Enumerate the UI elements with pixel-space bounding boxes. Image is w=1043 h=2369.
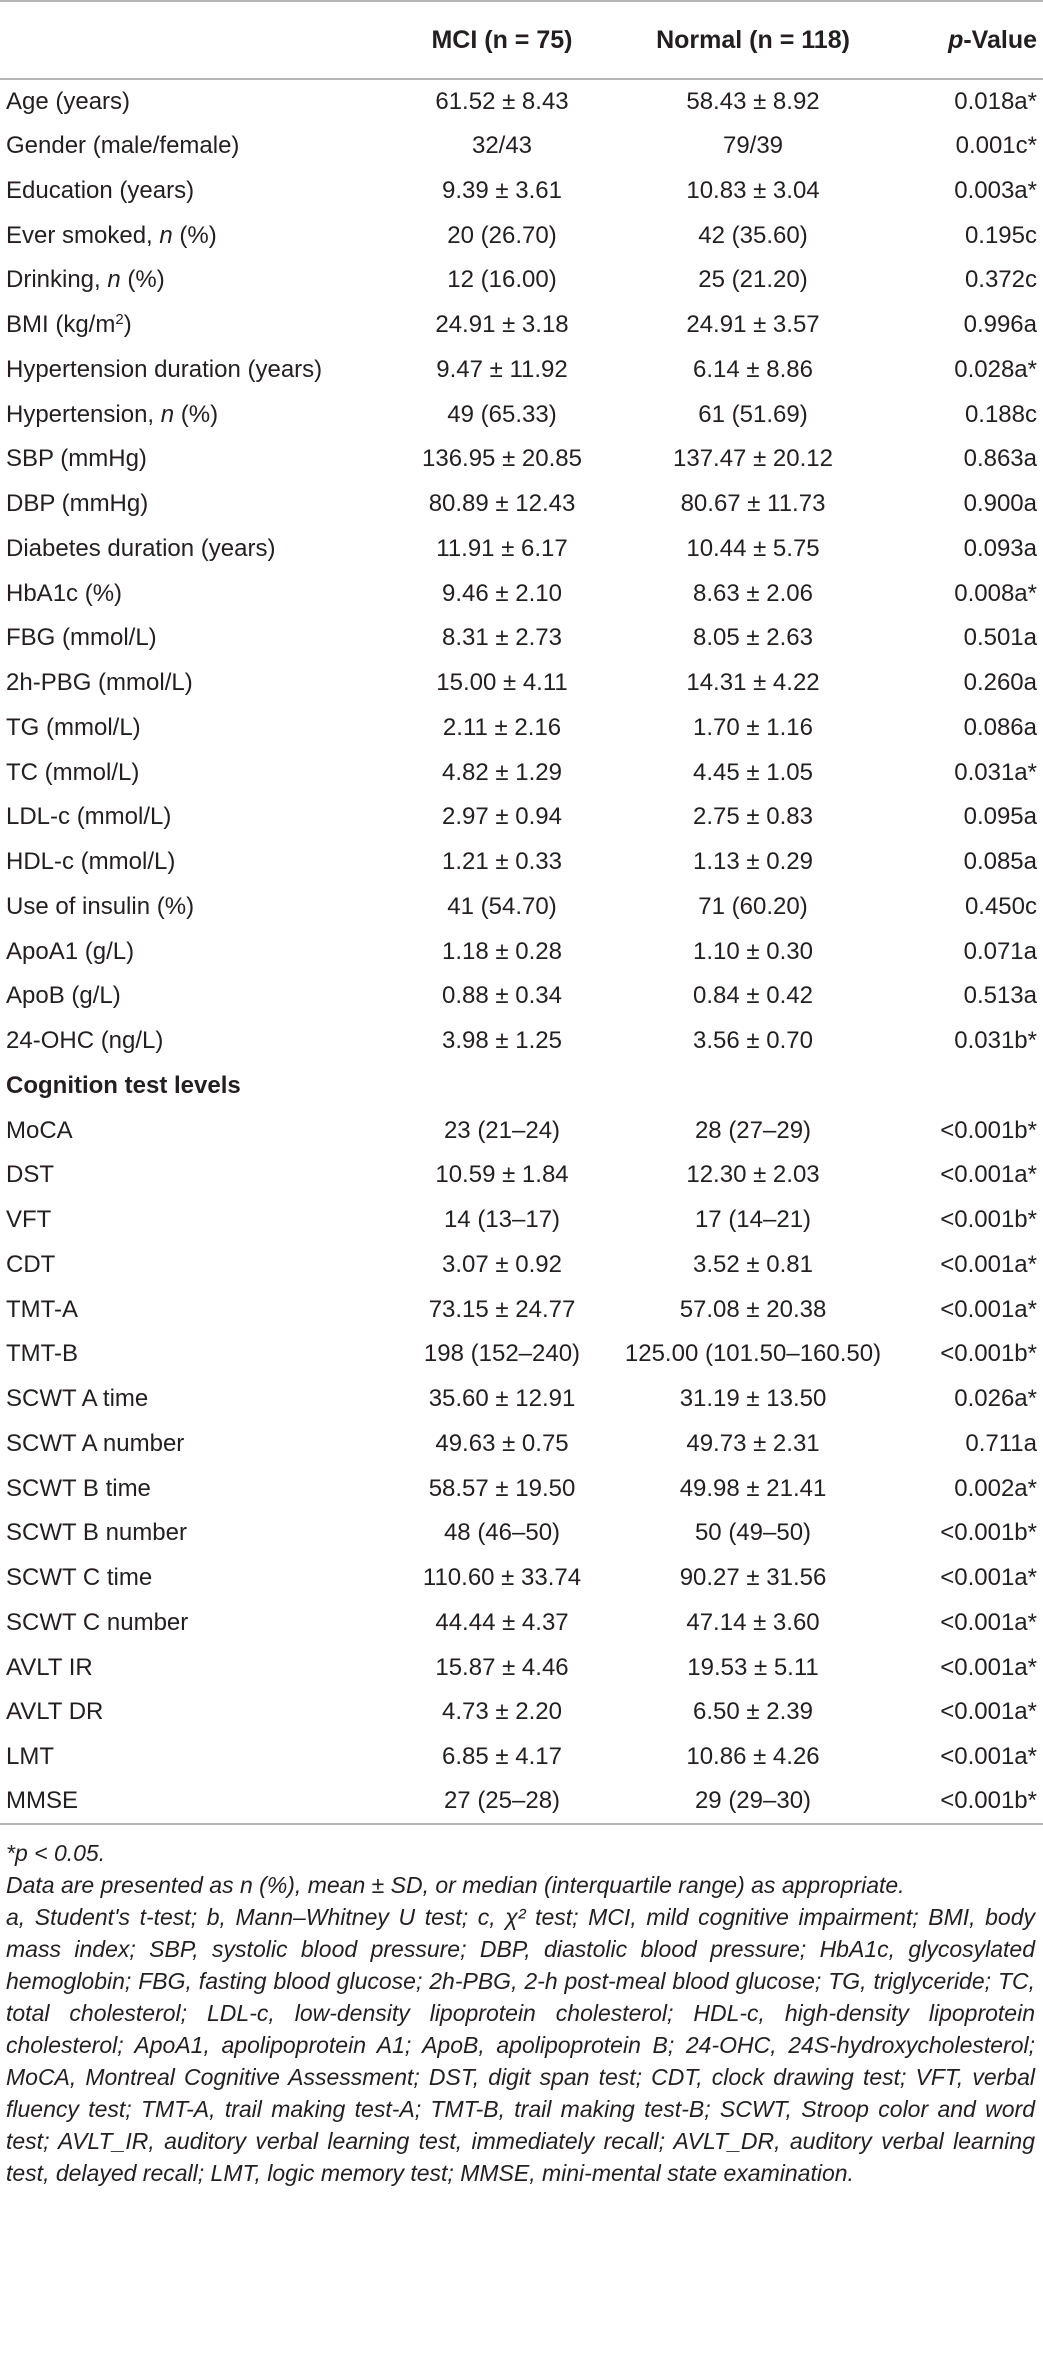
cell-normal: 2.75 ± 0.83 <box>693 803 813 831</box>
cell-p-value: 0.095a <box>963 803 1037 831</box>
cell-normal: 28 (27–29) <box>694 1116 812 1144</box>
table-row <box>0 795 1043 840</box>
cell-normal: 29 (29–30) <box>612 1780 894 1825</box>
cell-p-value: 0.450c <box>964 892 1037 920</box>
cell-normal: 0.84 ± 0.42 <box>693 982 813 1010</box>
cell-normal: 49.98 ± 21.41 <box>679 1474 827 1502</box>
cell-normal: 3.56 ± 0.70 <box>693 1027 813 1055</box>
cell-p-value: 0.195c <box>964 221 1037 249</box>
cell-p-value: 0.001c* <box>955 132 1037 160</box>
cell-mci: 44.44 ± 4.37 <box>435 1608 569 1636</box>
cell-mci: 61.52 ± 8.43 <box>435 87 569 115</box>
table-row <box>0 1287 1043 1332</box>
table-row <box>0 616 1043 661</box>
row-label: FBG (mmol/L) <box>6 624 157 652</box>
row-label: SCWT B time <box>6 1474 151 1502</box>
cell-p-value: <0.001b* <box>940 1206 1037 1234</box>
cell-normal: 12.30 ± 2.03 <box>686 1161 820 1189</box>
table-row <box>0 258 1043 303</box>
cell-normal: 57.08 ± 20.38 <box>679 1295 827 1323</box>
cell-p-value: 0.260a <box>963 669 1037 697</box>
cell-mci: 2.97 ± 0.94 <box>442 803 562 831</box>
cell-mci: 48 (46–50) <box>443 1519 561 1547</box>
header-p-letter: p <box>948 25 964 54</box>
cell-normal: 6.14 ± 8.86 <box>693 355 813 383</box>
cell-normal: 6.50 ± 2.39 <box>693 1698 813 1726</box>
table-row <box>0 1601 1043 1646</box>
cell-mci: 12 (16.00) <box>447 266 557 294</box>
cell-p-value: 0.372c <box>964 266 1037 294</box>
cell-p-value: 0.028a* <box>954 355 1037 383</box>
table-row <box>0 661 1043 706</box>
cell-normal: 80.67 ± 11.73 <box>680 490 826 518</box>
cell-p-value: <0.001a* <box>940 1161 1037 1189</box>
row-label: HDL-c (mmol/L) <box>6 848 176 876</box>
cell-mci: 1.18 ± 0.28 <box>442 937 562 965</box>
table-row <box>0 1466 1043 1511</box>
cell-normal: 3.52 ± 0.81 <box>693 1250 813 1278</box>
cell-p-value: 0.026a* <box>954 1385 1037 1413</box>
italic-n: n <box>159 221 173 249</box>
cell-p-value: 0.093a <box>963 534 1037 562</box>
table-row <box>0 1511 1043 1556</box>
row-label: DBP (mmHg) <box>6 490 149 518</box>
cell-p-value: <0.001a* <box>940 1698 1037 1726</box>
cell-mci: 80.89 ± 12.43 <box>428 490 576 518</box>
cell-mci: 20 (26.70) <box>447 221 557 249</box>
cell-p-value: 0.513a <box>963 982 1037 1010</box>
table-row <box>0 1377 1043 1422</box>
row-label: Ever smoked, n (%) <box>6 221 217 249</box>
cell-mci: 9.47 ± 11.92 <box>436 355 568 383</box>
table-row <box>0 1153 1043 1198</box>
cell-p-value: 0.188c <box>964 400 1037 428</box>
table-row <box>0 974 1043 1019</box>
cell-mci: 73.15 ± 24.77 <box>428 1295 576 1323</box>
row-label: AVLT DR <box>6 1698 104 1726</box>
header-p-value <box>894 1 1043 79</box>
cell-normal: 17 (14–21) <box>694 1206 812 1234</box>
cell-p-value: <0.001a* <box>940 1250 1037 1278</box>
cell-mci: 58.57 ± 19.50 <box>428 1474 576 1502</box>
cell-normal: 42 (35.60) <box>698 221 808 249</box>
row-label: VFT <box>6 1206 52 1234</box>
cell-mci: 49.63 ± 0.75 <box>435 1429 569 1457</box>
cell-p-value: 0.002a* <box>954 1474 1037 1502</box>
cell-p-value: <0.001a* <box>940 1564 1037 1592</box>
cell-p-value: 0.863a <box>963 445 1037 473</box>
footnote-abbreviations: a, Student's t-test; b, Mann–Whitney U test; c, χ² test; MCI, mild cognitive impairment; BMI, body mass index; SBP, systolic blood pressure; DBP, diastolic blood pressure; HbA1c, glycosylated hemoglobin; FBG, fasting blood glucose; 2h-PBG, 2-h post-meal blood glucose; TG, triglyceride; TC, total cholesterol; LDL-c, low-density lipoprotein cholesterol; HDL-c, high-density lipoprotein cholesterol; ApoA1, apolipoprotein A1; ApoB, apolipoprotein B; 24-OHC, 24S-hydroxycholesterol; MoCA, Montreal Cognitive Assessment; DST, digit span test; CDT, clock drawing test; VFT, verbal fluency test; TMT-A, trail making test-A; TMT-B, trail making test-B; SCWT, Stroop color and word test; AVLT_IR, auditory verbal learning test, immediately recall; AVLT_DR, auditory verbal learning test, delayed recall; LMT, logic memory test; MMSE, mini-mental state examination. <box>6 1904 1035 2187</box>
italic-n: n <box>107 266 121 294</box>
cell-mci: 4.73 ± 2.20 <box>442 1698 562 1726</box>
row-label: SCWT A time <box>6 1385 149 1413</box>
cell-p-value: 0.996a <box>963 311 1037 339</box>
row-label: DST <box>6 1161 54 1189</box>
cell-p-value: 0.018a* <box>954 87 1037 115</box>
cell-normal: 71 (60.20) <box>698 892 808 920</box>
header-normal-n: (n = 118) <box>749 25 850 54</box>
cell-normal: 25 (21.20) <box>698 266 808 294</box>
cell-mci: 15.87 ± 4.46 <box>435 1653 569 1681</box>
cell-mci: 32/43 <box>471 132 533 160</box>
cell-p-value: <0.001b* <box>940 1116 1037 1144</box>
cell-mci: 23 (21–24) <box>443 1116 561 1144</box>
row-label: Hypertension duration (years) <box>6 355 323 383</box>
row-label: SCWT A number <box>6 1429 185 1457</box>
cell-mci: 49 (65.33) <box>447 400 557 428</box>
table-row <box>0 303 1043 348</box>
superscript-two: 2 <box>115 311 124 329</box>
cell-mci: 3.07 ± 0.92 <box>442 1250 562 1278</box>
row-label: Diabetes duration (years) <box>6 534 276 562</box>
header-mci-label: MCI <box>431 25 478 54</box>
table-footnotes <box>0 1825 1043 2189</box>
cell-mci: 9.46 ± 2.10 <box>442 579 562 607</box>
cell-p-value: 0.031b* <box>954 1027 1037 1055</box>
row-label: MoCA <box>6 1116 73 1144</box>
cell-mci: 14 (13–17) <box>443 1206 561 1234</box>
cell-normal: 31.19 ± 13.50 <box>679 1385 827 1413</box>
section-header-row <box>0 1064 1043 1109</box>
table-row <box>0 482 1043 527</box>
row-label: TMT-A <box>6 1295 78 1323</box>
row-label: HbA1c (%) <box>6 579 123 607</box>
cell-normal: 14.31 ± 4.22 <box>686 669 820 697</box>
table-row <box>0 750 1043 795</box>
table-row <box>0 1690 1043 1735</box>
cell-mci: 24.91 ± 3.18 <box>435 311 569 339</box>
cell-mci: 8.31 ± 2.73 <box>442 624 562 652</box>
table-row <box>0 571 1043 616</box>
row-label: Education (years) <box>6 176 195 204</box>
cell-mci: 136.95 ± 20.85 <box>422 445 582 473</box>
table-row <box>0 1645 1043 1690</box>
cell-p-value: <0.001b* <box>940 1340 1037 1368</box>
cell-mci: 10.59 ± 1.84 <box>435 1161 569 1189</box>
table-row <box>0 929 1043 974</box>
cell-mci: 198 (152–240) <box>423 1340 581 1368</box>
table-row <box>0 1243 1043 1288</box>
table-row <box>0 124 1043 169</box>
row-label: Cognition test levels <box>6 1071 241 1099</box>
cell-normal: 4.45 ± 1.05 <box>693 758 813 786</box>
cell-p-value: 0.008a* <box>954 579 1037 607</box>
row-label: 24-OHC (ng/L) <box>6 1027 164 1055</box>
row-label: ApoB (g/L) <box>6 982 121 1010</box>
cell-mci: 110.60 ± 33.74 <box>422 1564 582 1592</box>
cell-normal: 79/39 <box>722 132 784 160</box>
row-label: SCWT B number <box>6 1519 187 1547</box>
cell-mci: 2.11 ± 2.16 <box>442 713 562 741</box>
cell-p-value: <0.001a* <box>940 1653 1037 1681</box>
row-label: Gender (male/female) <box>6 132 240 160</box>
row-label: CDT <box>6 1250 56 1278</box>
table-row <box>0 1332 1043 1377</box>
cell-p-value <box>894 1064 1043 1109</box>
table-row <box>0 1780 1043 1825</box>
cell-mci: 15.00 ± 4.11 <box>436 669 568 697</box>
cell-normal: 47.14 ± 3.60 <box>686 1608 820 1636</box>
row-label: LMT <box>6 1743 54 1771</box>
row-label: Age (years) <box>6 87 131 115</box>
cell-normal <box>612 1064 894 1109</box>
table-row <box>0 437 1043 482</box>
table-row <box>0 79 1043 124</box>
cell-p-value: <0.001b* <box>940 1519 1037 1547</box>
table-row <box>0 169 1043 214</box>
table-row <box>0 1422 1043 1467</box>
cell-p-value: 0.501a <box>963 624 1037 652</box>
cell-mci: 3.98 ± 1.25 <box>442 1027 562 1055</box>
cell-mci: 35.60 ± 12.91 <box>428 1385 576 1413</box>
cell-mci: 0.88 ± 0.34 <box>442 982 562 1010</box>
row-label: AVLT IR <box>6 1653 93 1681</box>
cell-normal: 24.91 ± 3.57 <box>686 311 820 339</box>
cell-p-value: 0.711a <box>965 1429 1037 1457</box>
row-label: TG (mmol/L) <box>6 713 141 741</box>
italic-n: n <box>160 400 175 428</box>
table-row <box>0 527 1043 572</box>
cell-p-value: <0.001b* <box>894 1780 1043 1825</box>
cell-normal: 1.13 ± 0.29 <box>693 848 813 876</box>
cell-p-value: 0.003a* <box>954 176 1037 204</box>
footnote-presentation: Data are presented as n (%), mean ± SD, or median (interquartile range) as appropriate. <box>6 1872 905 1899</box>
row-label: TMT-B <box>6 1340 78 1368</box>
table-row <box>0 1735 1043 1780</box>
table-row <box>0 885 1043 930</box>
row-label: Hypertension, n (%) <box>6 400 219 428</box>
cell-mci: 27 (25–28) <box>392 1780 612 1825</box>
table-row <box>0 1108 1043 1153</box>
cell-normal: 49.73 ± 2.31 <box>686 1429 820 1457</box>
row-label: Use of insulin (%) <box>6 892 195 920</box>
cell-normal: 10.44 ± 5.75 <box>686 534 820 562</box>
row-label: SBP (mmHg) <box>6 445 147 473</box>
header-mci <box>392 1 612 79</box>
table-row <box>0 1556 1043 1601</box>
table-body <box>0 79 1043 1824</box>
cell-mci: 41 (54.70) <box>447 892 557 920</box>
header-normal-label: Normal <box>656 25 743 54</box>
cell-normal: 1.70 ± 1.16 <box>693 713 813 741</box>
cell-p-value: <0.001a* <box>940 1608 1037 1636</box>
header-variable <box>0 1 392 79</box>
cell-mci: 4.82 ± 1.29 <box>442 758 562 786</box>
header-normal <box>612 1 894 79</box>
row-label: Drinking, n (%) <box>6 266 165 294</box>
table-row <box>0 392 1043 437</box>
footnote-significance: *p < 0.05. <box>6 1840 106 1867</box>
cell-normal: 10.86 ± 4.26 <box>686 1743 820 1771</box>
cell-mci: 6.85 ± 4.17 <box>442 1743 562 1771</box>
cell-p-value: 0.900a <box>963 490 1037 518</box>
cell-normal: 50 (49–50) <box>694 1519 812 1547</box>
header-mci-n: (n = 75) <box>484 25 573 54</box>
table-row <box>0 1198 1043 1243</box>
cell-p-value: <0.001a* <box>940 1295 1037 1323</box>
row-label: BMI $(kg/m^2)$ <box>6 311 132 339</box>
cell-p-value: <0.001a* <box>940 1743 1037 1771</box>
cell-p-value: 0.031a* <box>954 758 1037 786</box>
cell-p-value: 0.071a <box>963 937 1037 965</box>
header-p-suffix: -Value <box>963 25 1037 54</box>
cell-p-value: 0.085a <box>963 848 1037 876</box>
row-label: ApoA1 (g/L) <box>6 937 135 965</box>
cell-mci: 11.91 ± 6.17 <box>436 534 568 562</box>
table-row <box>0 706 1043 751</box>
cell-mci: 1.21 ± 0.33 <box>442 848 562 876</box>
row-label: SCWT C number <box>6 1608 189 1636</box>
cell-p-value: 0.086a <box>963 713 1037 741</box>
cell-normal: 19.53 ± 5.11 <box>687 1653 819 1681</box>
table-header <box>0 1 1043 79</box>
row-label: 2h-PBG (mmol/L) <box>6 669 193 697</box>
table-row <box>0 1019 1043 1064</box>
table-row <box>0 840 1043 885</box>
cell-normal: 125.00 (101.50–160.50) <box>624 1340 882 1368</box>
row-label: MMSE <box>0 1780 392 1825</box>
cell-normal: 8.05 ± 2.63 <box>693 624 813 652</box>
cell-normal: 10.83 ± 3.04 <box>686 176 820 204</box>
cell-mci: 9.39 ± 3.61 <box>442 176 562 204</box>
cell-normal: 1.10 ± 0.30 <box>693 937 813 965</box>
cell-normal: 137.47 ± 20.12 <box>673 445 833 473</box>
table-row <box>0 348 1043 393</box>
table-row <box>0 213 1043 258</box>
cell-normal: 58.43 ± 8.92 <box>686 87 820 115</box>
cell-normal: 61 (51.69) <box>698 400 808 428</box>
row-label: SCWT C time <box>6 1564 153 1592</box>
row-label: LDL-c (mmol/L) <box>6 803 172 831</box>
cell-mci <box>392 1064 612 1109</box>
row-label: TC (mmol/L) <box>6 758 140 786</box>
cell-normal: 90.27 ± 31.56 <box>679 1564 827 1592</box>
cell-normal: 8.63 ± 2.06 <box>693 579 813 607</box>
